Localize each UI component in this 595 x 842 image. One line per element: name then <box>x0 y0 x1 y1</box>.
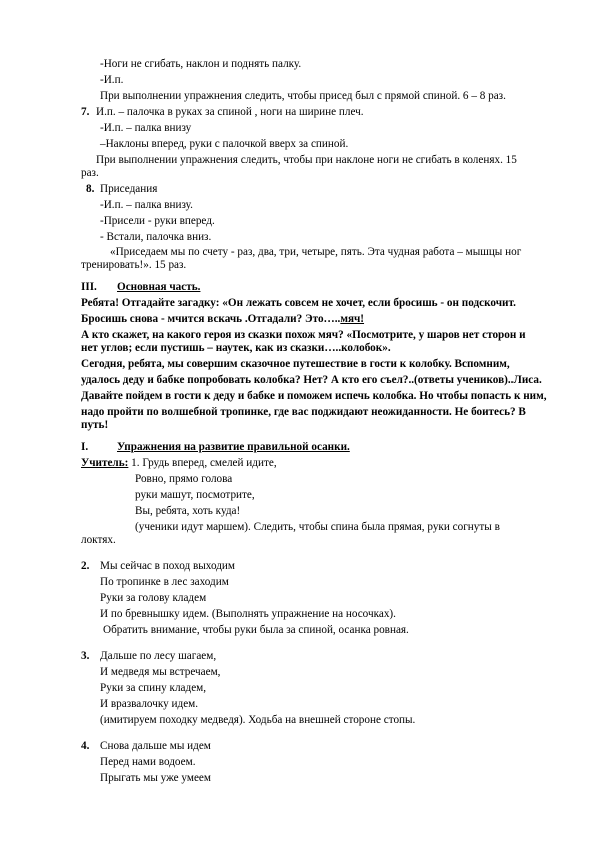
text-fragment: -Присели - <box>100 215 152 227</box>
item-number: 3. <box>81 650 90 662</box>
exercise-title: Приседания <box>100 183 158 195</box>
text-line: (имитируем походку медведя). Ходьба на внешней стороне стопы. <box>100 714 416 726</box>
text-line: Обратить внимание, чтобы руки была за спиной, осанка ровная. <box>103 624 409 636</box>
poem-line: Дальше по лесу шагаем, <box>100 650 217 662</box>
poem-line: руки машут, посмотрите, <box>135 489 255 501</box>
poem-line: Ровно, прямо голова <box>135 473 233 485</box>
text-line <box>100 215 215 228</box>
poem-line: Мы сейчас в поход выходим <box>100 560 235 572</box>
section-number: III. <box>81 281 97 293</box>
text-line: - Встали, палочка вниз. <box>100 231 212 243</box>
paragraph-line: путь! <box>81 419 109 431</box>
exercise-title: И.п. – палочка в руках за спиной , ноги на ширине плеч. <box>96 106 364 118</box>
paragraph-line: нет углов; если пустишь – наутек, как из сказки…..колобок». <box>81 342 391 354</box>
poem-line: Прыгать мы уже умеем <box>100 772 211 784</box>
subsection-number: I. <box>81 441 89 453</box>
text-fragment: 1. Грудь вперед, смелей идите, <box>131 457 277 469</box>
paragraph-line: надо пройти по волшебной тропинке, где вас поджидают неожиданности. Не боитесь? В <box>81 406 526 418</box>
text-line: При выполнении упражнения следить, чтобы при наклоне ноги не сгибать в коленях. 15 <box>96 154 517 166</box>
poem-line: Руки за спину кладем, <box>100 682 207 694</box>
poem-line: Снова дальше мы идем <box>100 740 211 752</box>
exercise-number: 7. <box>81 106 90 118</box>
poem-line: И вразвалочку идем. <box>100 698 199 710</box>
poem-line: Вы, ребята, хоть куда! <box>135 505 241 517</box>
text-line: –Наклоны вперед, руки с палочкой вверх за спиной. <box>100 138 349 150</box>
poem-line: Руки за голову кладем <box>100 592 207 604</box>
text-fragment: руки вперед. <box>154 215 215 227</box>
text-fragment: Бросишь снова - мчится вскачь .Отгадали? Это….. <box>81 313 341 325</box>
poem-line <box>81 457 277 470</box>
text-line: (ученики идут маршем). Следить, чтобы спина была прямая, руки согнуты в <box>135 521 500 533</box>
text-line: -Ноги не сгибать, наклон и поднять палку. <box>100 58 302 70</box>
poem-line: По тропинке в лес заходим <box>100 576 229 588</box>
item-number: 2. <box>81 560 90 572</box>
exercise-number: 8. <box>86 183 95 195</box>
subsection-title: Упражнения на развитие правильной осанки. <box>117 441 350 453</box>
riddle-line: Ребята! Отгадайте загадку: «Он лежать совсем не хочет, если бросишь - он подскочит. <box>81 297 516 309</box>
paragraph-line: Сегодня, ребята, мы совершим сказочное путешествие в гости к колобку. Вспомним, <box>81 358 510 370</box>
riddle-answer: мяч! <box>340 313 365 325</box>
paragraph-line: Давайте пойдем в гости к деду и бабке и поможем испечь колобка. Но чтобы попасть к ним, <box>81 390 547 402</box>
text-line: -И.п. – палка внизу <box>100 122 192 134</box>
text-line: -И.п. <box>100 74 124 86</box>
text-line: -И.п. – палка внизу. <box>100 199 193 211</box>
speaker-label: Учитель: <box>81 457 129 469</box>
poem-line: тренировать!». 15 раз. <box>81 259 187 271</box>
text-line: раз. <box>81 167 99 179</box>
item-number: 4. <box>81 740 90 752</box>
text-line: При выполнении упражнения следить, чтобы присед был с прямой спиной. 6 – 8 раз. <box>100 90 506 102</box>
riddle-line <box>81 313 364 326</box>
poem-line: «Приседаем мы по счету - раз, два, три, четыре, пять. Эта чудная работа – мышцы ног <box>110 246 522 258</box>
paragraph-line: удалось деду и бабке попробовать колобка? Нет? А кто его съел?..(ответы учеников)..Лиса. <box>81 374 542 386</box>
text-line: локтях. <box>81 534 116 546</box>
poem-line: И по бревнышку идем. (Выполнять упражнение на носочках). <box>100 608 396 620</box>
poem-line: Перед нами водоем. <box>100 756 196 768</box>
poem-line: И медведя мы встречаем, <box>100 666 221 678</box>
section-title: Основная часть. <box>117 281 201 293</box>
paragraph-line: А кто скажет, на какого героя из сказки похож мяч? «Посмотрите, у шаров нет сторон и <box>81 329 526 341</box>
